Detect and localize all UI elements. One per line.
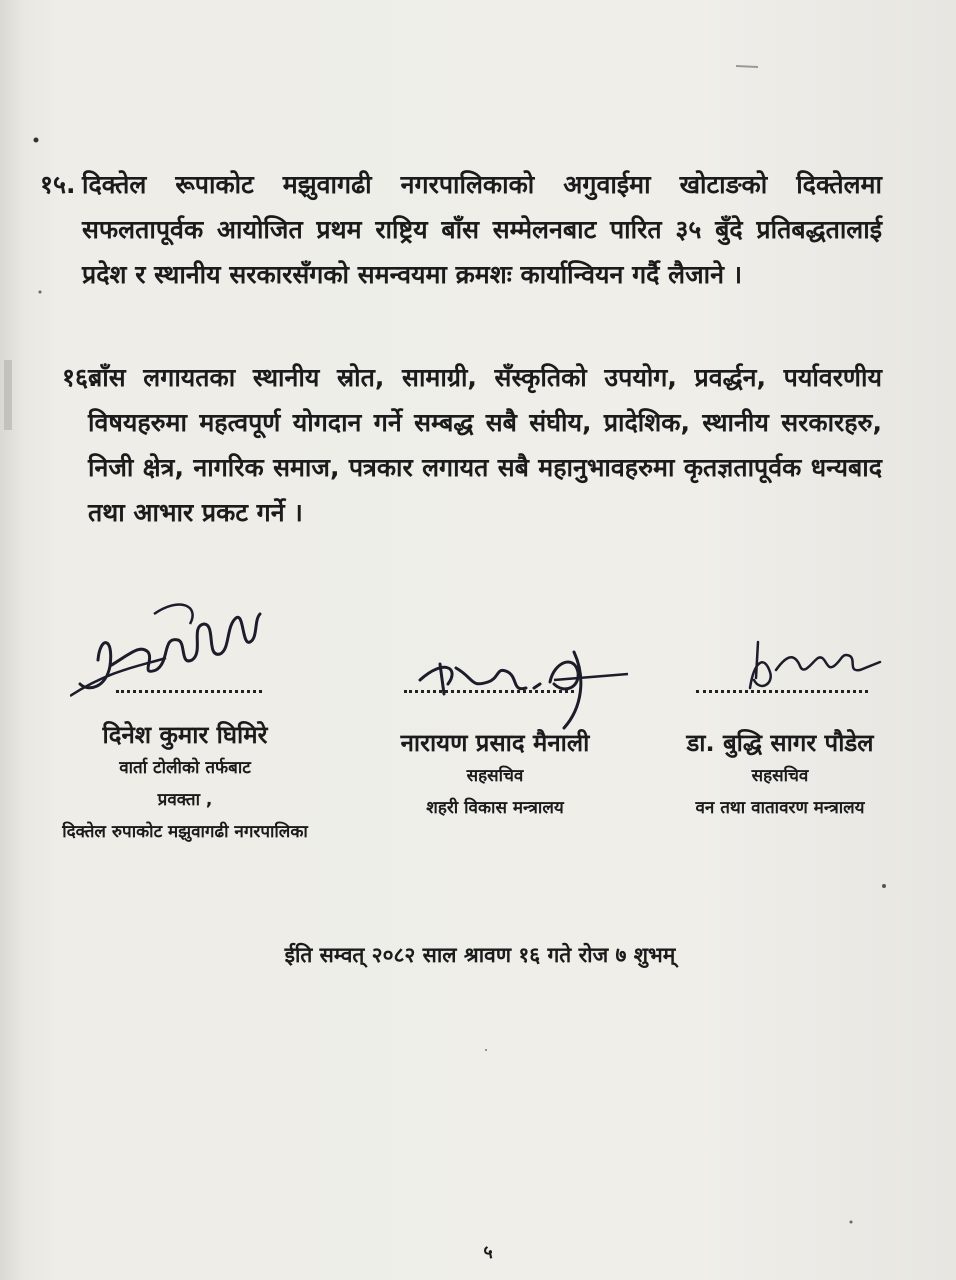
item-number: १५. xyxy=(40,170,76,199)
signature-line xyxy=(116,690,262,693)
signature-line xyxy=(404,690,574,693)
signatory-block xyxy=(20,718,350,848)
resolution-item xyxy=(62,355,882,535)
signatory-block xyxy=(660,726,900,824)
handwritten-signature xyxy=(404,648,644,738)
signatory-office: शहरी विकास मन्त्रालय xyxy=(426,798,564,818)
signatory-name: नारायण प्रसाद मैनाली xyxy=(400,729,590,757)
page-number: ५ xyxy=(483,1242,493,1263)
signatory-title: सहसचिव xyxy=(466,766,524,786)
signatory-office: दिक्तेल रुपाकोट मझुवागढी नगरपालिका xyxy=(62,822,308,842)
signature-line xyxy=(696,690,868,693)
item-number: १६. xyxy=(62,363,98,392)
signatory-title: प्रवक्ता , xyxy=(157,790,213,810)
closing-date-line: ईति सम्वत् २०८२ साल श्रावण १६ गते रोज ७ शुभम् xyxy=(284,943,676,967)
item-text: बाँस लगायतका स्थानीय स्रोत, सामाग्री, सँस्कृतिको उपयोग, प्रवर्द्धन, पर्यावरणीय विषयहरुमा महत्वपूर्ण योगदान गर्ने सम्बद्ध सबै संघीय, प्रादेशिक, स्थानीय सरकारहरु, निजी क्षेत्र, नागरिक समाज, पत्रकार लगायत सबै महानुभावहरुमा कृतज्ञतापूर्वक धन्यबाद तथा आभार प्रकट गर्ने । xyxy=(88,363,882,527)
signatory-office: वन तथा वातावरण मन्त्रालय xyxy=(695,798,865,818)
signatory-title: सहसचिव xyxy=(751,766,809,786)
signatory-block xyxy=(380,726,610,824)
signatory-name: डा. बुद्धि सागर पौडेल xyxy=(686,729,874,757)
resolution-item xyxy=(40,162,882,297)
item-text: दिक्तेल रूपाकोट मझुवागढी नगरपालिकाको अगुवाईमा खोटाङको दिक्तेलमा सफलतापूर्वक आयोजित प्रथम राष्ट्रिय बाँस सम्मेलनबाट पारित ३५ बुँदे प्रतिबद्धतालाई प्रदेश र स्थानीय सरकारसँगको समन्वयमा क्रमशः कार्यान्वियन गर्दै लैजाने । xyxy=(82,170,882,289)
signatory-name: दिनेश कुमार घिमिरे xyxy=(102,721,268,749)
signatory-role: वार्ता टोलीको तर्फबाट xyxy=(119,758,251,778)
